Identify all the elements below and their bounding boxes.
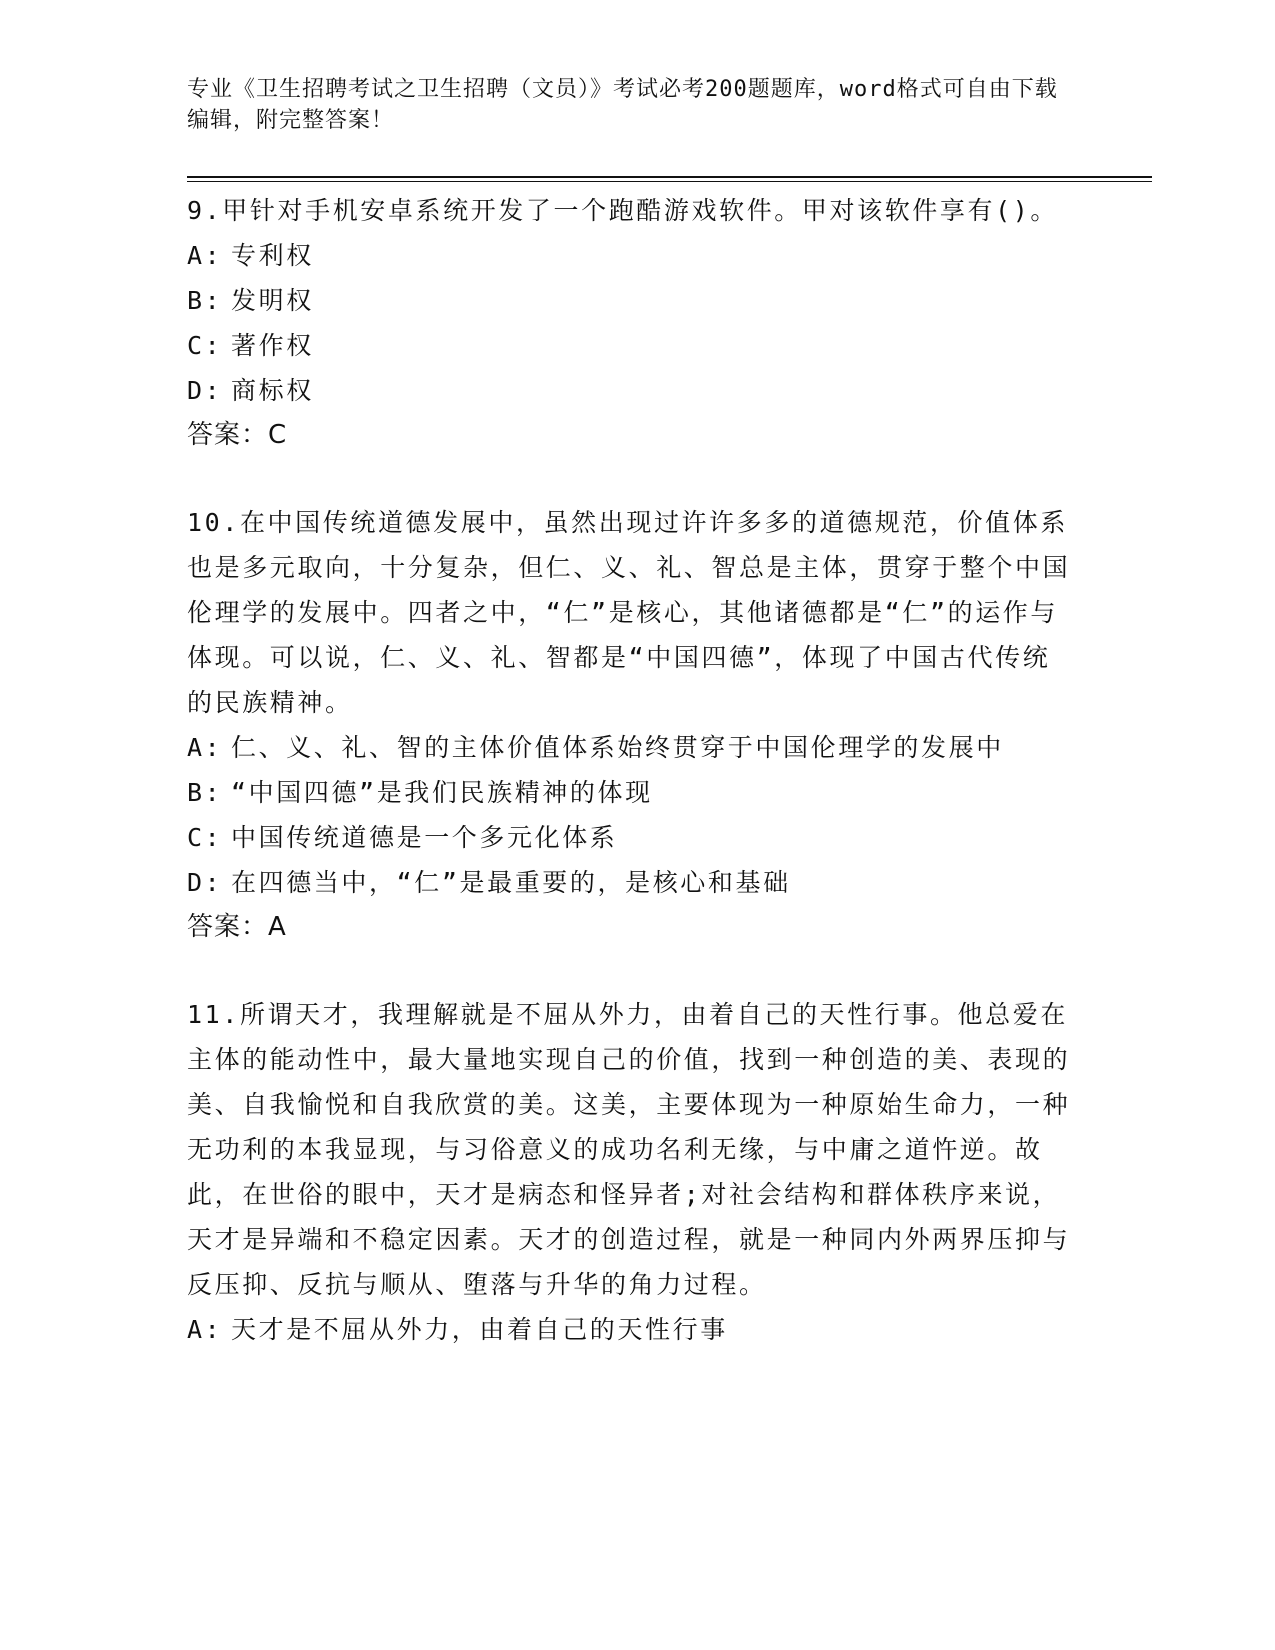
option-a xyxy=(187,233,1077,278)
option-list xyxy=(187,1307,1077,1352)
option-letter: C: xyxy=(187,331,223,360)
header-divider xyxy=(187,176,1152,178)
option-letter: B: xyxy=(187,286,223,315)
option-b xyxy=(187,278,1077,323)
option-text: 中国传统道德是一个多元化体系 xyxy=(231,823,618,852)
option-d xyxy=(187,368,1077,413)
option-letter: A: xyxy=(187,733,223,762)
option-letter: D: xyxy=(187,868,223,897)
question-11 xyxy=(187,992,1077,1352)
option-list xyxy=(187,233,1077,413)
header-divider-thin xyxy=(187,181,1152,182)
option-letter: A: xyxy=(187,241,223,270)
question-stem: 10.在中国传统道德发展中，虽然出现过许许多多的道德规范，价值体系也是多元取向，十分复杂，但仁、义、礼、智总是主体，贯穿于整个中国伦理学的发展中。四者之中，“仁”是核心，其他诸德都是“仁”的运作与体现。可以说，仁、义、礼、智都是“中国四德”，体现了中国古代传统的民族精神。 xyxy=(187,508,1071,717)
option-text: 专利权 xyxy=(231,241,314,270)
option-text: 仁、义、礼、智的主体价值体系始终贯穿于中国伦理学的发展中 xyxy=(231,733,1004,762)
option-b xyxy=(187,770,1077,815)
option-d xyxy=(187,860,1077,905)
page-header: 专业《卫生招聘考试之卫生招聘（文员）》考试必考200题题库，word格式可自由下载编辑，附完整答案！ xyxy=(187,77,1058,133)
option-c xyxy=(187,815,1077,860)
option-letter: D: xyxy=(187,376,223,405)
option-list xyxy=(187,725,1077,905)
question-9 xyxy=(187,188,1077,458)
option-letter: A: xyxy=(187,1315,223,1344)
option-a xyxy=(187,1307,1077,1352)
answer-line: 答案：C xyxy=(187,420,288,450)
option-letter: B: xyxy=(187,778,223,807)
question-stem: 9.甲针对手机安卓系统开发了一个跑酷游戏软件。甲对该软件享有()。 xyxy=(187,196,1059,225)
option-c xyxy=(187,323,1077,368)
answer-line: 答案：A xyxy=(187,912,287,942)
question-list xyxy=(187,188,1077,1394)
option-letter: C: xyxy=(187,823,223,852)
option-text: 商标权 xyxy=(231,376,314,405)
question-stem: 11.所谓天才，我理解就是不屈从外力，由着自己的天性行事。他总爱在主体的能动性中，最大量地实现自己的价值，找到一种创造的美、表现的美、自我愉悦和自我欣赏的美。这美，主要体现为一种原始生命力，一种无功利的本我显现，与习俗意义的成功名利无缘，与中庸之道忤逆。故此，在世俗的眼中，天才是病态和怪异者;对社会结构和群体秩序来说，天才是异端和不稳定因素。天才的创造过程，就是一种同内外两界压抑与反压抑、反抗与顺从、堕落与升华的角力过程。 xyxy=(187,1000,1071,1299)
option-text: 著作权 xyxy=(231,331,314,360)
option-text: 天才是不屈从外力，由着自己的天性行事 xyxy=(231,1315,728,1344)
question-10 xyxy=(187,500,1077,950)
option-text: “中国四德”是我们民族精神的体现 xyxy=(231,778,653,807)
option-a xyxy=(187,725,1077,770)
option-text: 在四德当中，“仁”是最重要的，是核心和基础 xyxy=(231,868,791,897)
option-text: 发明权 xyxy=(231,286,314,315)
